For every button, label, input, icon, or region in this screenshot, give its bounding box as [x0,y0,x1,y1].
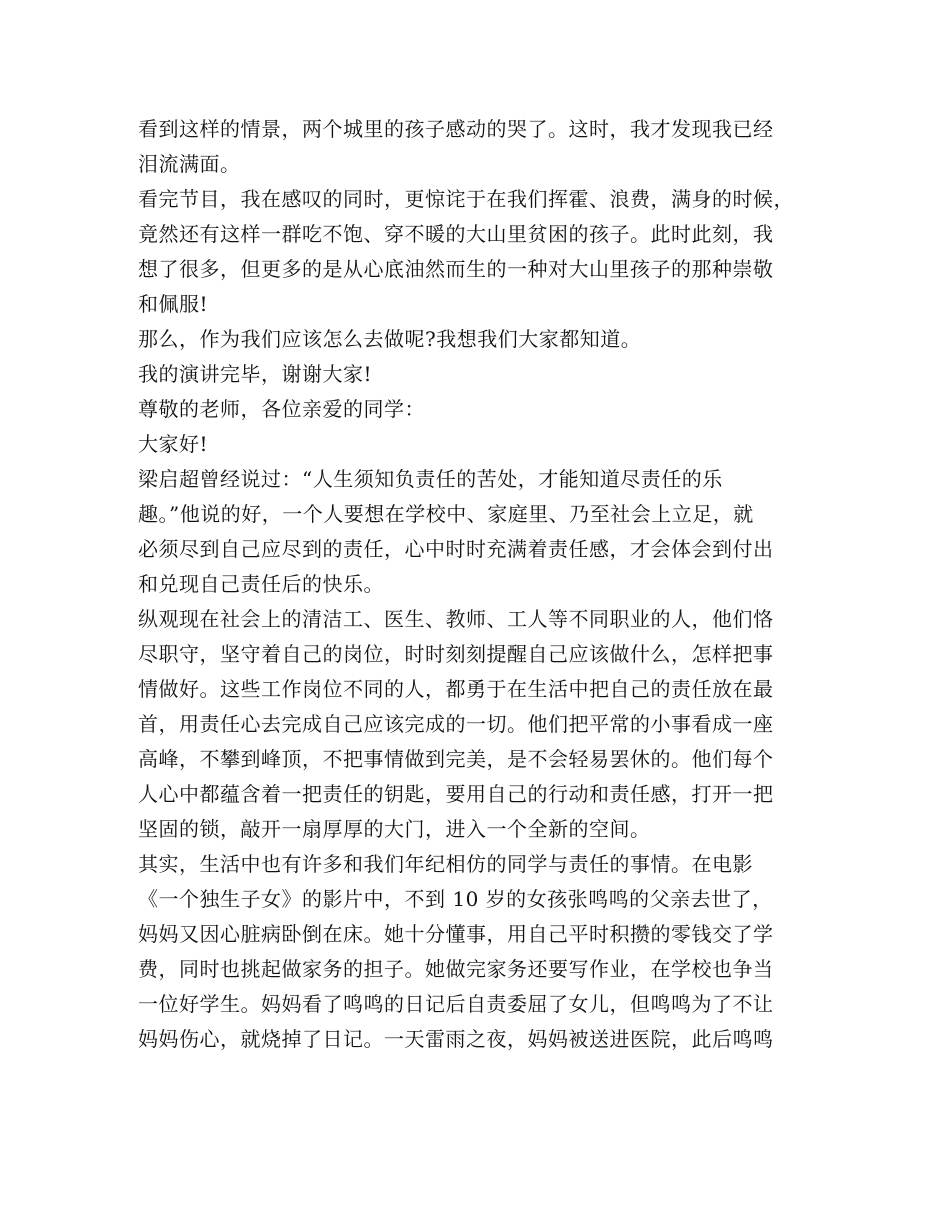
text-line: 泪流满面。 [138,152,241,176]
text-line: 和佩服! [138,292,209,316]
text-line: 看完节目，我在感叹的同时，更惊诧于在我们挥霍、浪费，满身的时候， [138,187,794,211]
document-body [138,112,838,1057]
text-line: 尽职守，坚守着自己的岗位，时时刻刻提醒自己应该做什么，怎样把事 [138,642,774,666]
text-line: 一位好学生。妈妈看了鸣鸣的日记后自责委屈了女儿，但鸣鸣为了不让 [138,992,774,1016]
text-line: 梁启超曾经说过：“人生须知负责任的苦处，才能知道尽责任的乐 [138,467,723,491]
text-line: 人心中都蕴含着一把责任的钥匙，要用自己的行动和责任感，打开一把 [138,782,774,806]
text-line: 首，用责任心去完成自己应该完成的一切。他们把平常的小事看成一座 [138,712,774,736]
text-line: 妈妈伤心，就烧掉了日记。一天雷雨之夜，妈妈被送进医院，此后鸣鸣 [138,1027,774,1051]
text-line: 情做好。这些工作岗位不同的人，都勇于在生活中把自己的责任放在最 [138,677,774,701]
text-line: 竟然还有这样一群吃不饱、穿不暖的大山里贫困的孩子。此时此刻，我 [138,222,774,246]
text-line: 坚固的锁，敲开一扇厚厚的大门，进入一个全新的空间。 [138,817,651,841]
text-line: 高峰，不攀到峰顶，不把事情做到完美，是不会轻易罢休的。他们每个 [138,747,774,771]
text-line: 妈妈又因心脏病卧倒在床。她十分懂事，用自己平时积攒的零钱交了学 [138,922,774,946]
text-line: 其实，生活中也有许多和我们年纪相仿的同学与责任的事情。在电影 [138,852,753,876]
text-line: 费，同时也挑起做家务的担子。她做完家务还要写作业，在学校也争当 [138,957,774,981]
text-line: 尊敬的老师，各位亲爱的同学： [138,397,425,421]
text-line: 大家好! [138,432,209,456]
text-line: 和兑现自己责任后的快乐。 [138,572,384,596]
text-line: 看到这样的情景，两个城里的孩子感动的哭了。这时，我才发现我已经 [138,117,774,141]
text-line: 那么，作为我们应该怎么去做呢?我想我们大家都知道。 [138,327,642,351]
text-line: 我的演讲完毕，谢谢大家! [138,362,373,386]
text-line: 《一个独生子女》的影片中，不到 10 岁的女孩张鸣鸣的父亲去世了， [138,887,773,911]
text-line: 想了很多，但更多的是从心底油然而生的一种对大山里孩子的那种崇敬 [138,257,774,281]
text-line: 必须尽到自己应尽到的责任，心中时时充满着责任感，才会体会到付出 [138,537,774,561]
text-line: 纵观现在社会上的清洁工、医生、教师、工人等不同职业的人，他们恪 [138,607,774,631]
text-line: 趣。”他说的好，一个人要想在学校中、家庭里、乃至社会上立足，就 [138,502,754,526]
